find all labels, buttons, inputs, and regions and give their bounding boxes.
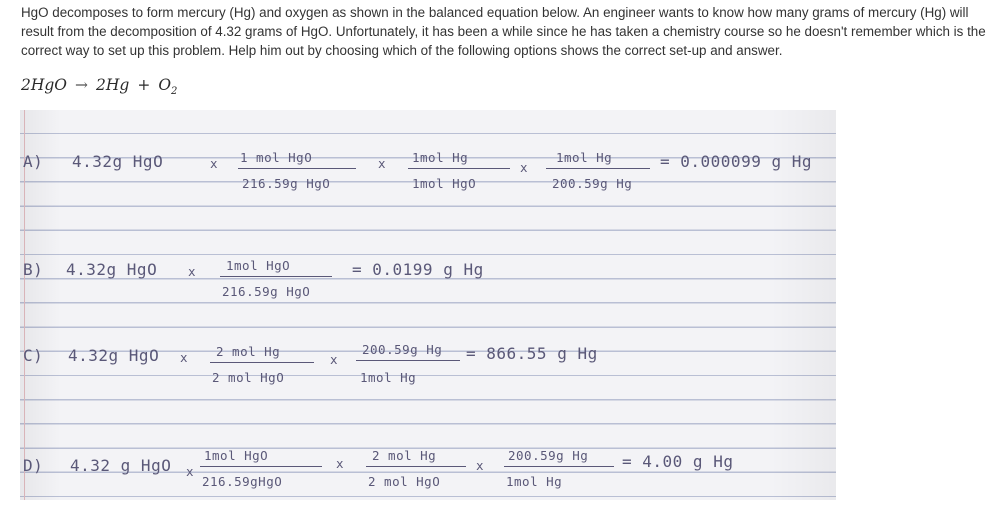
option-b-label: B) [23, 260, 44, 279]
option-a-start: 4.32g HgO [72, 152, 164, 171]
option-d-start: 4.32 g HgO [70, 456, 172, 475]
option-c-factor1-bar [210, 362, 314, 363]
option-b-factor1-denominator: 216.59g HgO [222, 284, 311, 299]
option-b-times-1: x [188, 264, 197, 279]
option-b-factor1-numerator: 1mol HgO [226, 258, 291, 273]
option-a-factor2-denominator: 1mol HgO [412, 176, 477, 191]
option-a-times-1: x [210, 156, 219, 171]
option-d-factor1-numerator: 1mol HgO [204, 448, 269, 463]
option-a-factor3-numerator: 1mol Hg [556, 150, 613, 165]
option-c-factor2-denominator: 1mol Hg [360, 370, 417, 385]
handwritten-options-photo [20, 110, 836, 500]
option-b-start: 4.32g HgO [66, 260, 158, 279]
option-d-times-1: x [186, 464, 195, 479]
option-d-factor2-numerator: 2 mol Hg [372, 448, 437, 463]
option-a-times-3: x [520, 160, 529, 175]
option-a-factor1-numerator: 1 mol HgO [240, 150, 313, 165]
option-c-factor2-bar [356, 360, 460, 361]
option-a-factor1-denominator: 216.59g HgO [242, 176, 331, 191]
option-a-factor2-numerator: 1mol Hg [412, 150, 469, 165]
option-a-result: = 0.000099 g Hg [660, 152, 812, 171]
option-c-factor2-numerator: 200.59g Hg [362, 342, 443, 357]
option-d-factor2-denominator: 2 mol HgO [368, 474, 441, 489]
equation-plus: + [137, 76, 151, 94]
option-d-label: D) [23, 456, 44, 475]
option-c-times-1: x [180, 350, 189, 365]
option-c-times-2: x [330, 352, 339, 367]
option-a-factor3-bar [546, 168, 650, 169]
option-a-times-2: x [378, 156, 387, 171]
option-b-factor1-bar [220, 276, 332, 277]
option-c-factor1-denominator: 2 mol HgO [212, 370, 285, 385]
option-d-times-2: x [336, 456, 345, 471]
option-d-factor2-bar [366, 466, 466, 467]
option-d-factor3-denominator: 1mol Hg [506, 474, 563, 489]
balanced-equation [21, 76, 177, 97]
option-a-factor2-bar [408, 168, 510, 169]
equation-oxygen-subscript: 2 [171, 86, 178, 98]
option-c-label: C) [23, 346, 44, 365]
option-d-factor3-numerator: 200.59g Hg [508, 448, 589, 463]
option-a-factor1-bar [238, 168, 356, 169]
option-c-start: 4.32g HgO [68, 346, 160, 365]
option-c-factor1-numerator: 2 mol Hg [216, 344, 281, 359]
equation-product-oxygen: O [158, 76, 172, 94]
option-d-factor1-denominator: 216.59gHgO [202, 474, 283, 489]
option-d-result: = 4.00 g Hg [622, 452, 734, 471]
option-a-factor3-denominator: 200.59g Hg [552, 176, 633, 191]
option-d-factor3-bar [504, 466, 614, 467]
option-c-result: = 866.55 g Hg [466, 344, 598, 363]
option-d-times-3: x [476, 458, 485, 473]
option-b-result: = 0.0199 g Hg [352, 260, 484, 279]
equation-reactant: 2HgO [21, 76, 68, 94]
equation-product-mercury: 2Hg [96, 76, 130, 94]
option-a-label: A) [23, 152, 44, 171]
question-text: HgO decomposes to form mercury (Hg) and oxygen as shown in the balanced equation below. An engineer wants to know how many grams of mercury (Hg) will result from the decomposition of 4.32 grams of HgO. Unfortunately, it has been a while since he has taken a chemistry course so he doesn't remember which is the correct way to set up this problem. Help him out by choosing which of the following options shows the correct set-up and answer. [21, 5, 986, 58]
equation-arrow: → [75, 76, 89, 94]
option-d-factor1-bar [200, 466, 322, 467]
